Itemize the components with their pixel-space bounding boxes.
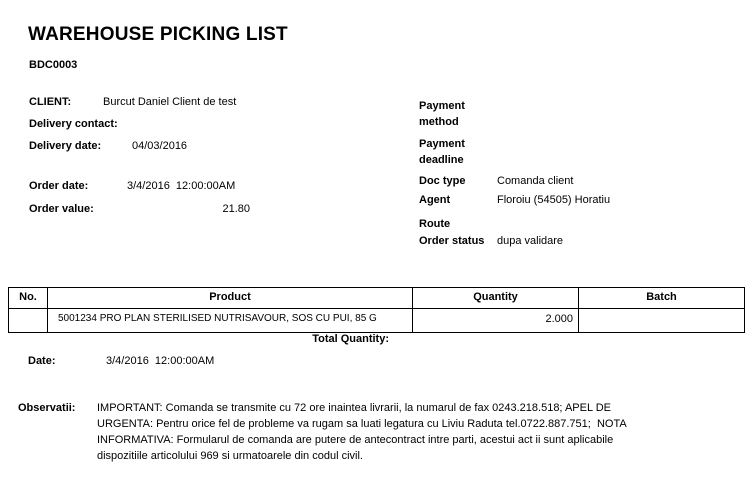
order-status-row — [419, 235, 564, 248]
cell-no — [9, 309, 48, 332]
doc-type-value: Comanda client — [497, 175, 574, 187]
page-title: WAREHOUSE PICKING LIST — [28, 24, 288, 45]
doc-type-label: Doc type — [419, 175, 466, 187]
client-value: Burcut Daniel Client de test — [103, 96, 237, 108]
agent-label: Agent — [419, 194, 451, 206]
column-header-product: Product — [48, 288, 413, 308]
delivery-contact-row — [29, 118, 118, 131]
items-table-header-row — [9, 288, 744, 309]
items-table — [8, 287, 745, 333]
delivery-date-row — [29, 140, 188, 153]
delivery-contact-label: Delivery contact: — [29, 118, 118, 130]
date-value: 3/4/2016 12:00:00AM — [106, 355, 215, 367]
cell-quantity: 2.000 — [413, 309, 579, 332]
observatii-text: IMPORTANT: Comanda se transmite cu 72 ore inaintea livrarii, la numarul de fax 0243.218.518; APEL DE URGENTA: Pentru orice fel de probleme va rugam sa luati legatura cu Liviu Raduta tel.0722.887.751; NOTA INFORMATIVA: Formularul de comanda are putere de antecontract intre parti, acestui act ii sunt aplicabile dispozitiile articolului 969 si urmatoarele din codul civil. — [97, 402, 630, 462]
payment-method-row — [419, 98, 483, 130]
total-quantity-label: Total Quantity: — [312, 333, 389, 345]
client-label: CLIENT: — [29, 96, 72, 108]
agent-value: Floroiu (54505) Horatiu — [497, 194, 611, 206]
table-row — [9, 309, 744, 332]
date-label: Date: — [28, 355, 56, 367]
column-header-no: No. — [9, 288, 48, 308]
order-status-label: Order status — [419, 235, 485, 247]
order-date-label: Order date: — [29, 180, 89, 192]
client-row — [29, 96, 237, 109]
doc-type-row — [419, 175, 574, 188]
column-header-batch: Batch — [646, 291, 677, 303]
route-row — [419, 218, 450, 231]
column-header-quantity: Quantity — [413, 288, 579, 308]
delivery-date-value: 04/03/2016 — [132, 140, 188, 152]
route-label: Route — [419, 218, 451, 230]
payment-deadline-label: Payment deadline — [419, 138, 465, 166]
cell-product: 5001234 PRO PLAN STERILISED NUTRISAVOUR, SOS CU PUI, 85 G — [48, 309, 413, 332]
delivery-date-label: Delivery date: — [29, 140, 102, 152]
order-value-value: 21.80 — [222, 203, 250, 215]
order-status-value: dupa validare — [497, 235, 564, 247]
order-date-value: 3/4/2016 12:00:00AM — [127, 180, 236, 192]
agent-row — [419, 194, 611, 207]
document-number: BDC0003 — [29, 59, 78, 71]
date-row — [28, 355, 215, 368]
order-value-label: Order value: — [29, 203, 94, 215]
payment-deadline-row — [419, 136, 483, 168]
cell-batch — [579, 309, 744, 332]
order-value-row — [29, 203, 250, 216]
observatii-label: Observatii: — [18, 402, 76, 414]
payment-method-label: Payment method — [419, 100, 465, 128]
order-date-row — [29, 180, 236, 193]
